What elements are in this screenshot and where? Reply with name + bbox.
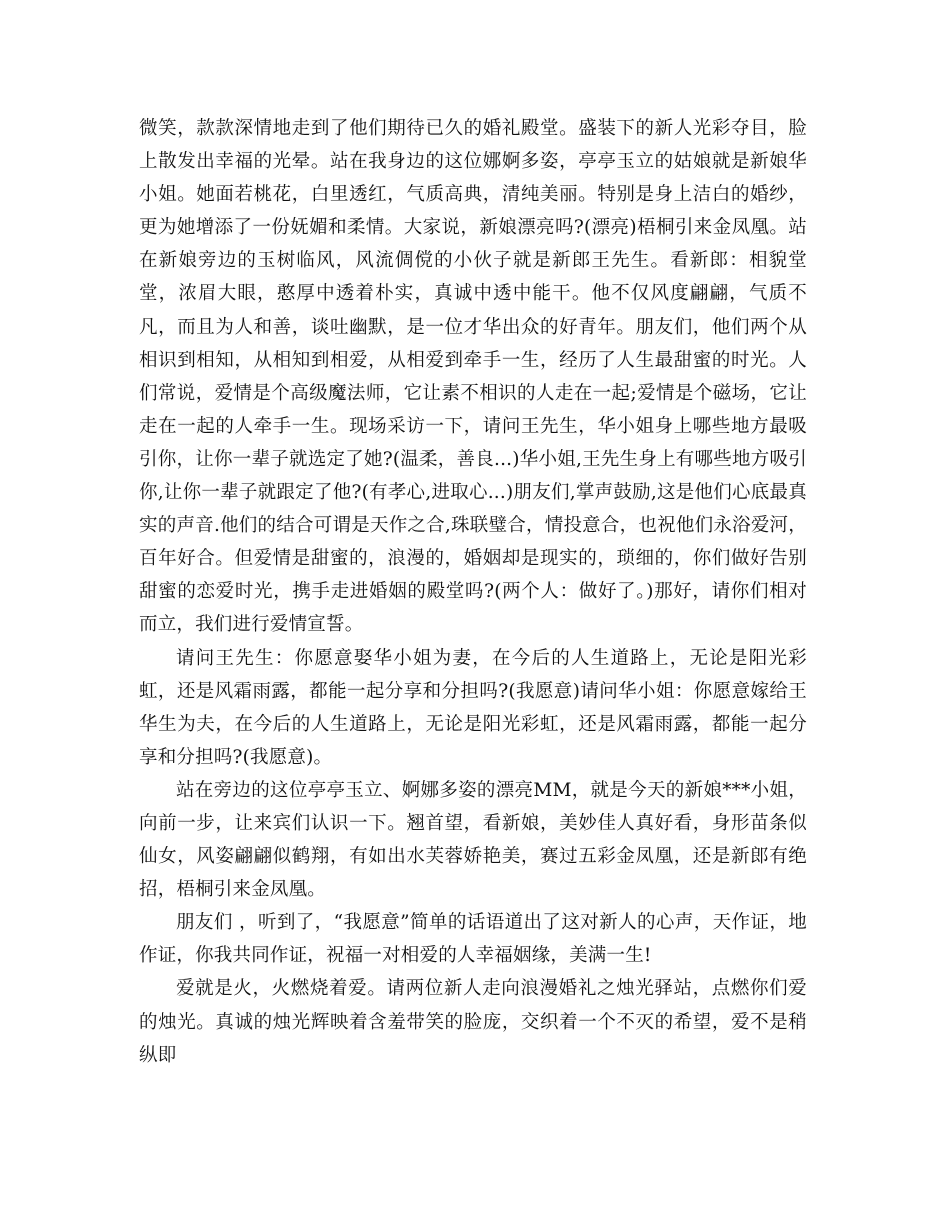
paragraph-1: 微笑，款款深情地走到了他们期待已久的婚礼殿堂。盛装下的新人光彩夺目，脸上散发出幸福的光晕。站在我身边的这位娜婀多姿，亭亭玉立的姑娘就是新娘华小姐。她面若桃花，白里透红，气质高典，清纯美丽。特别是身上洁白的婚纱，更为她增添了一份妩媚和柔情。大家说，新娘漂亮吗?(漂亮)梧桐引来金凤凰。站在新娘旁边的玉树临风，风流倜傥的小伙子就是新郎王先生。看新郎：相貌堂堂，浓眉大眼，憨厚中透着朴实，真诚中透中能干。他不仅风度翩翩，气质不凡，而且为人和善，谈吐幽默，是一位才华出众的好青年。朋友们，他们两个从相识到相知，从相知到相爱，从相爱到牵手一生，经历了人生最甜蜜的时光。人们常说，爱情是个高级魔法师，它让素不相识的人走在一起;爱情是个磁场，它让走在一起的人牵手一生。现场采访一下，请问王先生，华小姐身上哪些地方最吸引你，让你一辈子就选定了她?(温柔，善良...)华小姐,王先生身上有哪些地方吸引你,让你一辈子就跟定了他?(有孝心,进取心...)朋友们,掌声鼓励,这是他们心底最真实的声音.他们的结合可谓是天作之合,珠联璧合，情投意合，也祝他们永浴爱河，百年好合。但爱情是甜蜜的，浪漫的，婚姻却是现实的，琐细的，你们做好告别甜蜜的恋爱时光，携手走进婚姻的殿堂吗?(两个人：做好了。)那好，请你们相对而立，我们进行爱情宣誓。: [139, 118, 807, 636]
paragraph-5: 爱就是火，火燃烧着爱。请两位新人走向浪漫婚礼之烛光驿站，点燃你们爱的烛光。真诚的烛光辉映着含羞带笑的脸庞，交织着一个不灭的希望，爱不是稍纵即: [139, 978, 807, 1066]
paragraph-3: 站在旁边的这位亭亭玉立、婀娜多姿的漂亮MM，就是今天的新娘***小姐，向前一步，让来宾们认识一下。翘首望，看新娘，美妙佳人真好看，身形苗条似仙女，风姿翩翩似鹤翔，有如出水芙蓉娇艳美，赛过五彩金凤凰，还是新郎有绝招，梧桐引来金凤凰。: [139, 779, 807, 901]
document-body: [139, 112, 807, 1072]
paragraph-4: 朋友们 ，听到了，“我愿意”简单的话语道出了这对新人的心声，天作证，地作证，你我共同作证，祝福一对相爱的人幸福姻缘，美满一生!: [139, 912, 807, 967]
paragraph-2: 请问王先生：你愿意娶华小姐为妻，在今后的人生道路上，无论是阳光彩虹，还是风霜雨露，都能一起分享和分担吗?(我愿意)请问华小姐：你愿意嫁给王华生为夫，在今后的人生道路上，无论是阳光彩虹，还是风霜雨露，都能一起分享和分担吗?(我愿意)。: [139, 647, 807, 768]
